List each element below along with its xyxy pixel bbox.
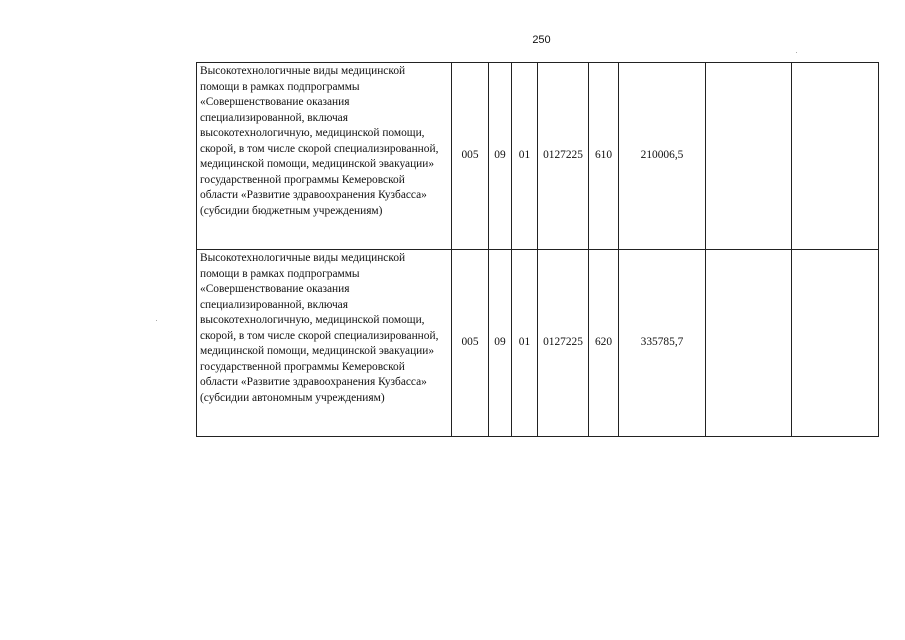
subsection-code: 01 (512, 250, 538, 437)
empty-cell (792, 63, 879, 250)
description-line: «Совершенствование оказания (200, 283, 350, 295)
description-line: «Совершенствование оказания (200, 96, 350, 108)
section-code: 09 (489, 63, 512, 250)
description-line: государственной программы Кемеровской (200, 360, 405, 373)
description-line: специализированной, включая (200, 298, 348, 311)
description-line: специализированной, включая (200, 111, 348, 124)
description-line: скорой, в том числе скорой специализированной, (200, 142, 439, 155)
description-line: области «Развитие здравоохранения Кузбасса» (200, 189, 427, 201)
page-number: 250 (532, 34, 551, 46)
description-line: скорой, в том числе скорой специализированной, (200, 329, 439, 342)
description-line: государственной программы Кемеровской (200, 173, 405, 186)
ministry-code: 005 (452, 250, 489, 437)
section-code: 09 (489, 250, 512, 437)
description-line: медицинской помощи, медицинской эвакуации» (200, 345, 435, 357)
expense-description (197, 63, 452, 250)
description-line: (субсидии бюджетным учреждениям) (200, 204, 383, 217)
description-line: области «Развитие здравоохранения Кузбасса» (200, 376, 427, 388)
description-line: Высокотехнологичные виды медицинской (200, 65, 406, 77)
expense-description (197, 250, 452, 437)
target-article-code: 0127225 (538, 250, 589, 437)
ministry-code: 005 (452, 63, 489, 250)
expense-type-code: 610 (589, 63, 619, 250)
target-article-code: 0127225 (538, 63, 589, 250)
empty-cell (706, 63, 792, 250)
amount-cell: 335785,7 (619, 250, 706, 437)
empty-cell (706, 250, 792, 437)
description-line: помощи в рамках подпрограммы (200, 267, 360, 280)
description-line: помощи в рамках подпрограммы (200, 80, 360, 93)
scan-speck (156, 320, 157, 321)
expense-type-code: 620 (589, 250, 619, 437)
scan-speck (796, 52, 797, 53)
description-line: (субсидии автономным учреждениям) (200, 391, 385, 404)
empty-cell (792, 250, 879, 437)
table-row (197, 63, 879, 250)
description-line: медицинской помощи, медицинской эвакуации» (200, 158, 435, 170)
table-row (197, 250, 879, 437)
subsection-code: 01 (512, 63, 538, 250)
description-line: высокотехнологичную, медицинской помощи, (200, 127, 425, 139)
description-line: высокотехнологичную, медицинской помощи, (200, 314, 425, 326)
description-line: Высокотехнологичные виды медицинской (200, 252, 406, 264)
budget-table (196, 62, 879, 437)
amount-cell: 210006,5 (619, 63, 706, 250)
